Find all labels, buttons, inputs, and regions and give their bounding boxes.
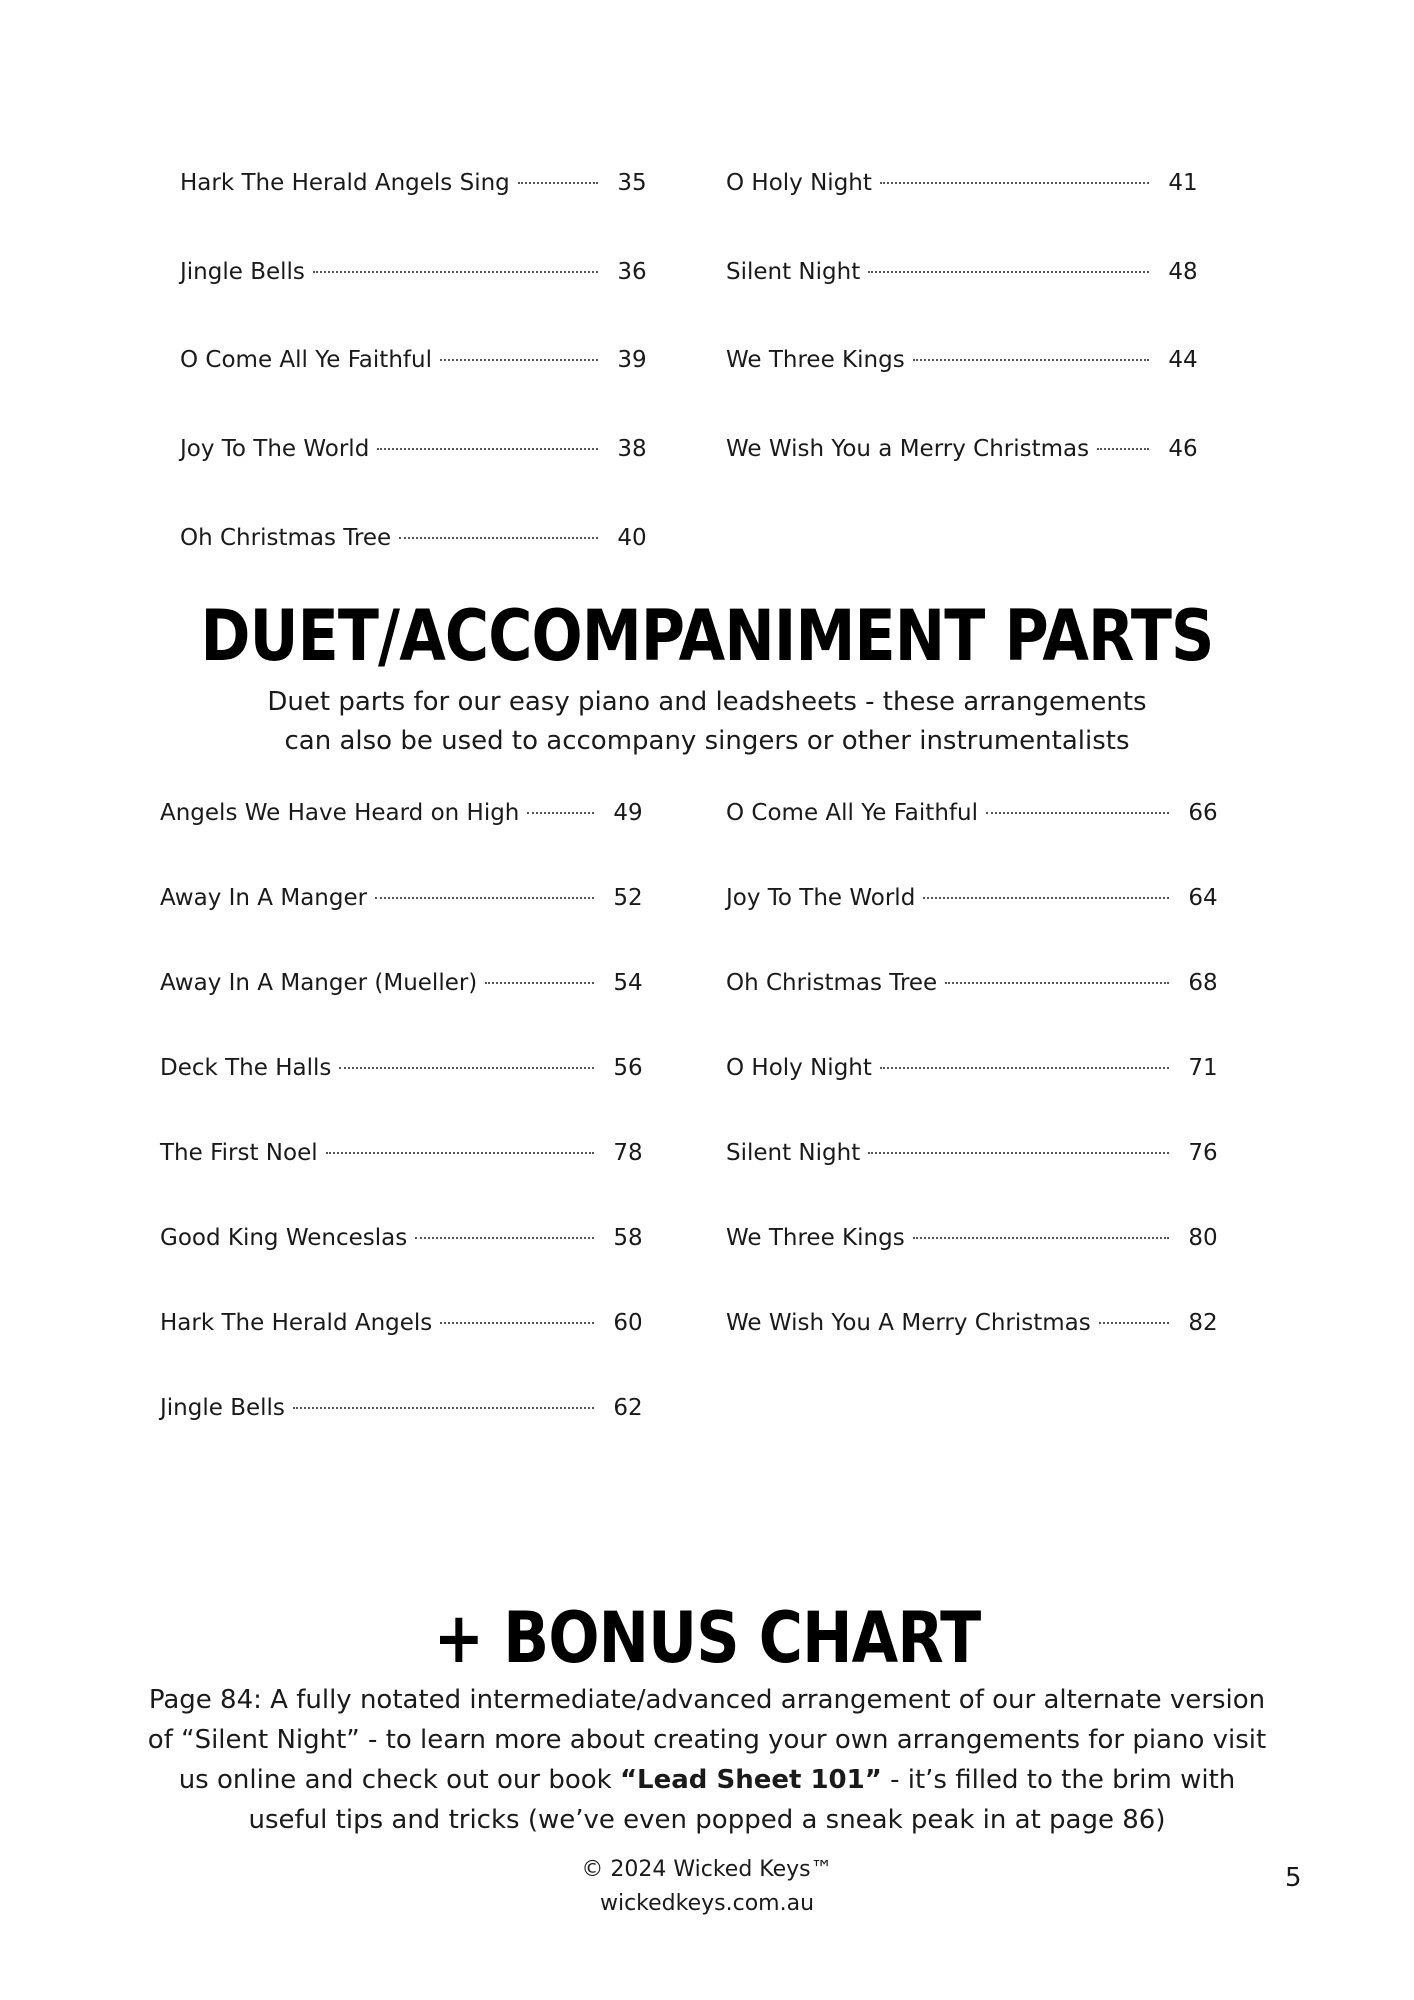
toc-entry-page: 52 xyxy=(613,885,643,911)
toc-entry-title: The First Noel xyxy=(160,1140,318,1166)
toc-entry-title: Joy To The World xyxy=(726,885,916,911)
toc-entry-page: 46 xyxy=(1168,436,1198,462)
duet-description-line-1: Duet parts for our easy piano and leadsheets - these arrangements xyxy=(267,687,1147,717)
toc-entry-page: 68 xyxy=(1188,970,1218,996)
toc-entry-title: O Come All Ye Faithful xyxy=(180,347,432,373)
dot-leader xyxy=(518,182,598,184)
dot-leader xyxy=(527,812,594,814)
dot-leader xyxy=(377,448,598,450)
dot-leader xyxy=(945,982,1169,984)
toc-entry-title: We Three Kings xyxy=(726,347,905,373)
bonus-description-text: Page 84: A fully notated intermediate/advanced arrangement of our alternate version of “Silent Night” - to learn more about creating your own arrangements for piano visit us online and check out our book xyxy=(147,1685,1267,1795)
toc-entry-page: 60 xyxy=(613,1310,643,1336)
toc-entry-page: 54 xyxy=(613,970,643,996)
toc-entry-page: 82 xyxy=(1188,1310,1218,1336)
toc-entry[interactable] xyxy=(726,966,1231,1000)
toc-entry-title: Jingle Bells xyxy=(160,1395,285,1421)
toc-entry[interactable] xyxy=(726,796,1231,830)
toc-entry-page: 71 xyxy=(1188,1055,1218,1081)
dot-leader xyxy=(326,1152,594,1154)
dot-leader xyxy=(399,537,598,539)
duet-section-heading: DUET/ACCOMPANIMENT PARTS xyxy=(200,595,1214,677)
toc-entry-title: Oh Christmas Tree xyxy=(726,970,938,996)
lead-sheet-book-title: “Lead Sheet 101” xyxy=(619,1765,882,1795)
toc-entry[interactable] xyxy=(726,1051,1231,1085)
toc-entry[interactable] xyxy=(726,1221,1231,1255)
bonus-description xyxy=(140,1680,1274,1840)
toc-entry-page: 39 xyxy=(617,347,647,373)
toc-entry-page: 78 xyxy=(613,1140,643,1166)
toc-entry[interactable] xyxy=(160,1051,656,1085)
dot-leader xyxy=(1099,1322,1169,1324)
toc-entry[interactable] xyxy=(160,881,656,915)
toc-entry-title: We Three Kings xyxy=(726,1225,905,1251)
duet-description-line-2: can also be used to accompany singers or other instrumentalists xyxy=(284,726,1130,756)
toc-entry[interactable] xyxy=(726,166,1211,200)
toc-entry-page: 36 xyxy=(617,259,647,285)
toc-entry[interactable] xyxy=(160,1391,656,1425)
footer-website[interactable]: wickedkeys.com.au xyxy=(599,1891,815,1916)
toc-entry[interactable] xyxy=(726,881,1231,915)
bonus-description-text-end: - it’s filled to the brim with useful tips and tricks (we’ve even popped a sneak peak in at page 86) xyxy=(248,1765,1236,1835)
toc-entry-title: O Holy Night xyxy=(726,1055,872,1081)
toc-entry-page: 66 xyxy=(1188,800,1218,826)
toc-entry[interactable] xyxy=(160,1306,656,1340)
dot-leader xyxy=(913,1237,1169,1239)
toc-entry-title: Deck The Halls xyxy=(160,1055,332,1081)
dot-leader xyxy=(880,182,1149,184)
dot-leader xyxy=(986,812,1169,814)
dot-leader xyxy=(880,1067,1169,1069)
toc-entry-title: Away In A Manger (Mueller) xyxy=(160,970,478,996)
toc-entry-title: Hark The Herald Angels Sing xyxy=(180,170,510,196)
toc-entry-page: 62 xyxy=(613,1395,643,1421)
dot-leader xyxy=(1097,448,1149,450)
footer-copyright: © 2024 Wicked Keys™ xyxy=(581,1857,833,1882)
toc-entry[interactable] xyxy=(180,255,660,289)
toc-entry[interactable] xyxy=(726,343,1211,377)
toc-entry[interactable] xyxy=(160,1221,656,1255)
toc-entry[interactable] xyxy=(180,166,660,200)
toc-entry-page: 80 xyxy=(1188,1225,1218,1251)
dot-leader xyxy=(485,982,594,984)
toc-entry-title: O Come All Ye Faithful xyxy=(726,800,978,826)
bonus-section-heading: + BONUS CHART xyxy=(433,1597,981,1679)
toc-entry-title: Silent Night xyxy=(726,259,861,285)
toc-entry-title: Joy To The World xyxy=(180,436,370,462)
toc-entry[interactable] xyxy=(160,1136,656,1170)
dot-leader xyxy=(923,897,1169,899)
toc-entry-page: 64 xyxy=(1188,885,1218,911)
toc-entry-page: 40 xyxy=(617,525,647,551)
toc-entry-page: 41 xyxy=(1168,170,1198,196)
dot-leader xyxy=(913,359,1149,361)
toc-entry[interactable] xyxy=(726,255,1211,289)
dot-leader xyxy=(868,271,1149,273)
toc-entry-title: Good King Wenceslas xyxy=(160,1225,408,1251)
toc-entry-page: 48 xyxy=(1168,259,1198,285)
toc-entry-title: We Wish You a Merry Christmas xyxy=(726,436,1090,462)
toc-entry-title: Angels We Have Heard on High xyxy=(160,800,520,826)
toc-entry-page: 44 xyxy=(1168,347,1198,373)
dot-leader xyxy=(339,1067,594,1069)
toc-entry[interactable] xyxy=(180,343,660,377)
toc-entry[interactable] xyxy=(726,432,1211,466)
toc-entry[interactable] xyxy=(160,966,656,1000)
dot-leader xyxy=(293,1407,594,1409)
toc-entry[interactable] xyxy=(726,1306,1231,1340)
toc-entry-page: 38 xyxy=(617,436,647,462)
dot-leader xyxy=(415,1237,594,1239)
toc-entry[interactable] xyxy=(180,432,660,466)
toc-entry[interactable] xyxy=(180,521,660,555)
dot-leader xyxy=(313,271,598,273)
toc-entry-page: 58 xyxy=(613,1225,643,1251)
toc-entry-page: 49 xyxy=(613,800,643,826)
dot-leader xyxy=(440,359,598,361)
page-number: 5 xyxy=(1285,1863,1302,1893)
toc-entry-title: Away In A Manger xyxy=(160,885,368,911)
dot-leader xyxy=(375,897,594,899)
toc-entry-page: 35 xyxy=(617,170,647,196)
dot-leader xyxy=(868,1152,1169,1154)
toc-entry-title: Oh Christmas Tree xyxy=(180,525,392,551)
toc-entry[interactable] xyxy=(160,796,656,830)
toc-entry-title: Silent Night xyxy=(726,1140,861,1166)
toc-entry-title: Hark The Herald Angels xyxy=(160,1310,433,1336)
toc-entry-title: O Holy Night xyxy=(726,170,872,196)
toc-entry-title: We Wish You A Merry Christmas xyxy=(726,1310,1091,1336)
toc-entry[interactable] xyxy=(726,1136,1231,1170)
toc-entry-page: 76 xyxy=(1188,1140,1218,1166)
dot-leader xyxy=(440,1322,594,1324)
toc-entry-title: Jingle Bells xyxy=(180,259,305,285)
toc-entry-page: 56 xyxy=(613,1055,643,1081)
